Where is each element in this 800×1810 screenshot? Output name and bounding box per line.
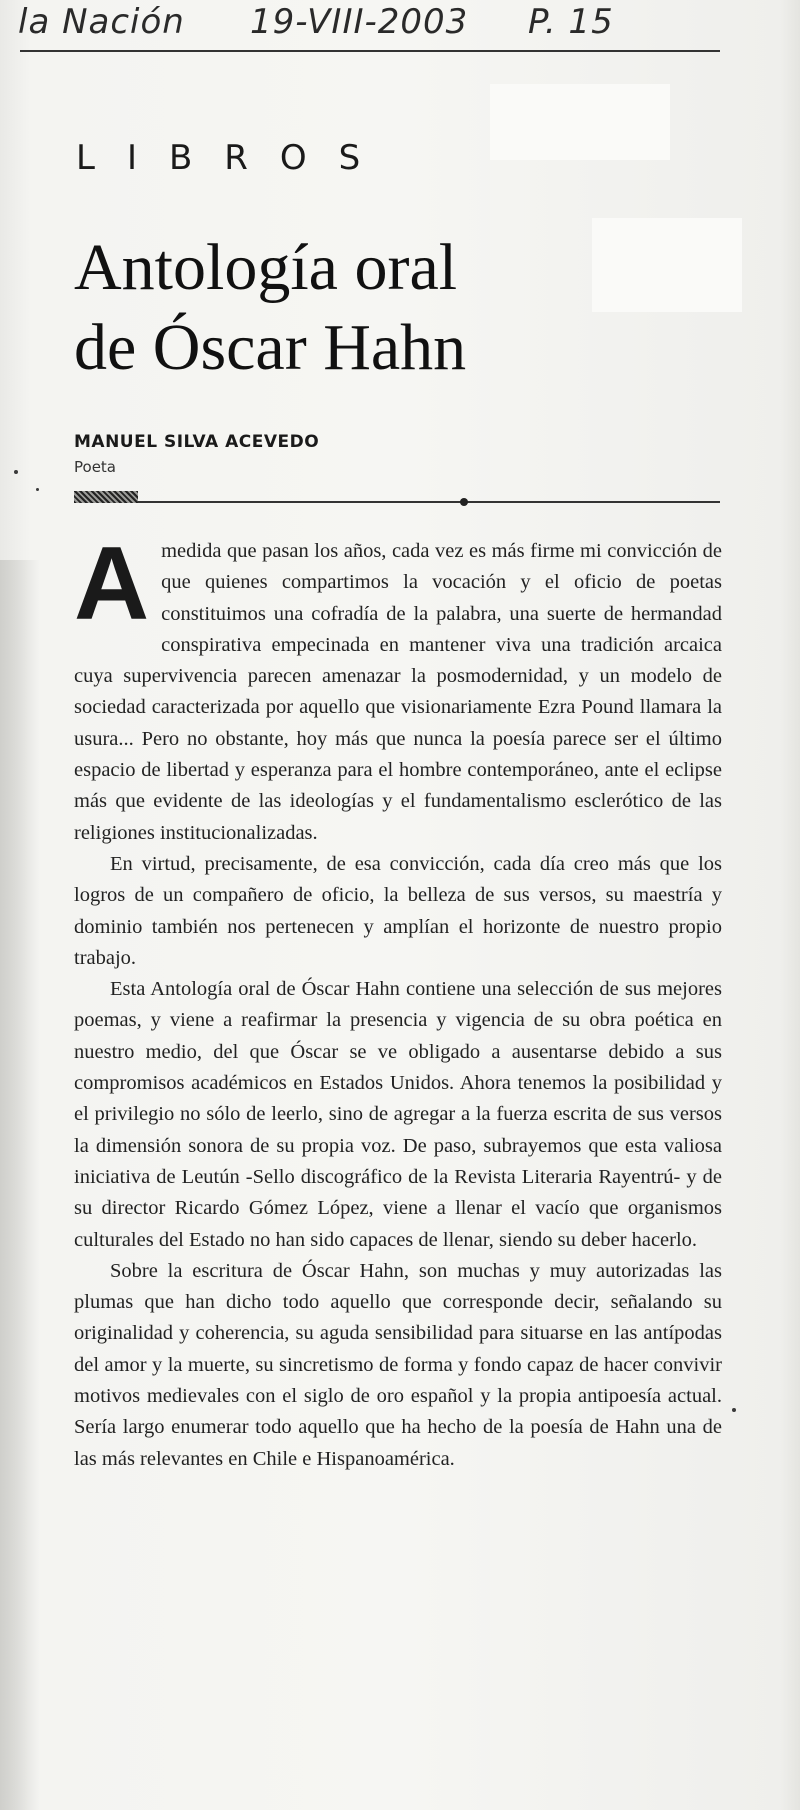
- drop-cap: A: [74, 526, 150, 642]
- paragraph-4: Sobre la escritura de Óscar Hahn, son muchas y muy autorizadas las plumas que han dicho todo aquello que corresponde decir, señalando su originalidad y coherencia, su aguda sensibilidad para situarse en las antípodas del amor y la muerte, su sincretismo de forma y fondo capaz de hacer convivir motivos medievales con el siglo de oro español y la propia antipoesía actual. Sería largo enumerar todo aquello que ha hecho de la poesía de Hahn una de las más relevantes en Chile e Hispanoamérica.: [74, 1259, 722, 1470]
- scan-shadow: [0, 560, 40, 1810]
- scan-speck: [36, 488, 39, 491]
- author-name: MANUEL SILVA ACEVEDO: [74, 432, 320, 452]
- paragraph-1: [74, 526, 722, 849]
- rule-dot: [460, 498, 468, 506]
- correction-patch: [490, 84, 670, 160]
- paragraph-1-text: medida que pasan los años, cada vez es más firme mi convicción de que quienes compartimos la vocación y el oficio de poetas constituimos una cofradía de la palabra, una suerte de hermandad conspirativa empecinada en mantener viva una tradición arcaica cuya supervivencia parecen amenazar la posmodernidad, y un modelo de sociedad caracterizada por aquello que visionariamente Ezra Pound llamara la usura... Pero no obstante, hoy más que nunca la poesía parece ser el último espacio de libertad y esperanza para el hombre contemporáneo, ante el eclipse más que evidente de las ideologías y el fundamentalismo esclerótico de las religiones institucionalizadas.: [74, 540, 722, 844]
- byline-ornament: [74, 491, 138, 503]
- paragraph-3: Esta Antología oral de Óscar Hahn contiene una selección de sus mejores poemas, y viene a reafirmar la presencia y vigencia de su obra poética en nuestro medio, del que Óscar se ve obligado a ausentarse debido a sus compromisos académicos en Estados Unidos. Ahora tenemos la posibilidad y el privilegio no sólo de leerlo, sino de agregar a la fuerza escrita de sus versos la dimensión sonora de su propia voz. De paso, subrayemos que esta valiosa iniciativa de Leutún -Sello discográfico de la Revista Literaria Rayentrú- y de su director Ricardo Gómez López, viene a llenar el vacío que organismos culturales del Estado no han sido capaces de llenar, siendo su deber hacerlo.: [74, 978, 722, 1251]
- headline-line-2: de Óscar Hahn: [74, 311, 467, 384]
- paragraph-2: En virtud, precisamente, de esa convicción, cada día creo más que los logros de un compañero de oficio, la belleza de sus versos, su maestría y dominio también nos pertenecen y amplían el horizonte de nuestro propio trabajo.: [74, 852, 722, 969]
- scan-speck: [14, 470, 18, 474]
- headline-line-1: Antología oral: [74, 231, 458, 304]
- article-body: [74, 526, 722, 1475]
- author-role: Poeta: [74, 458, 116, 476]
- correction-patch: [592, 218, 742, 312]
- source-note: la Nación: [18, 2, 185, 42]
- handwritten-annotation: [18, 2, 718, 48]
- headline: [74, 228, 594, 388]
- page-note: P. 15: [528, 2, 614, 42]
- section-label: LIBROS: [76, 138, 393, 178]
- top-rule: [20, 50, 720, 52]
- date-note: 19-VIII-2003: [250, 2, 469, 42]
- scan-speck: [732, 1408, 736, 1412]
- byline-rule: [138, 501, 720, 503]
